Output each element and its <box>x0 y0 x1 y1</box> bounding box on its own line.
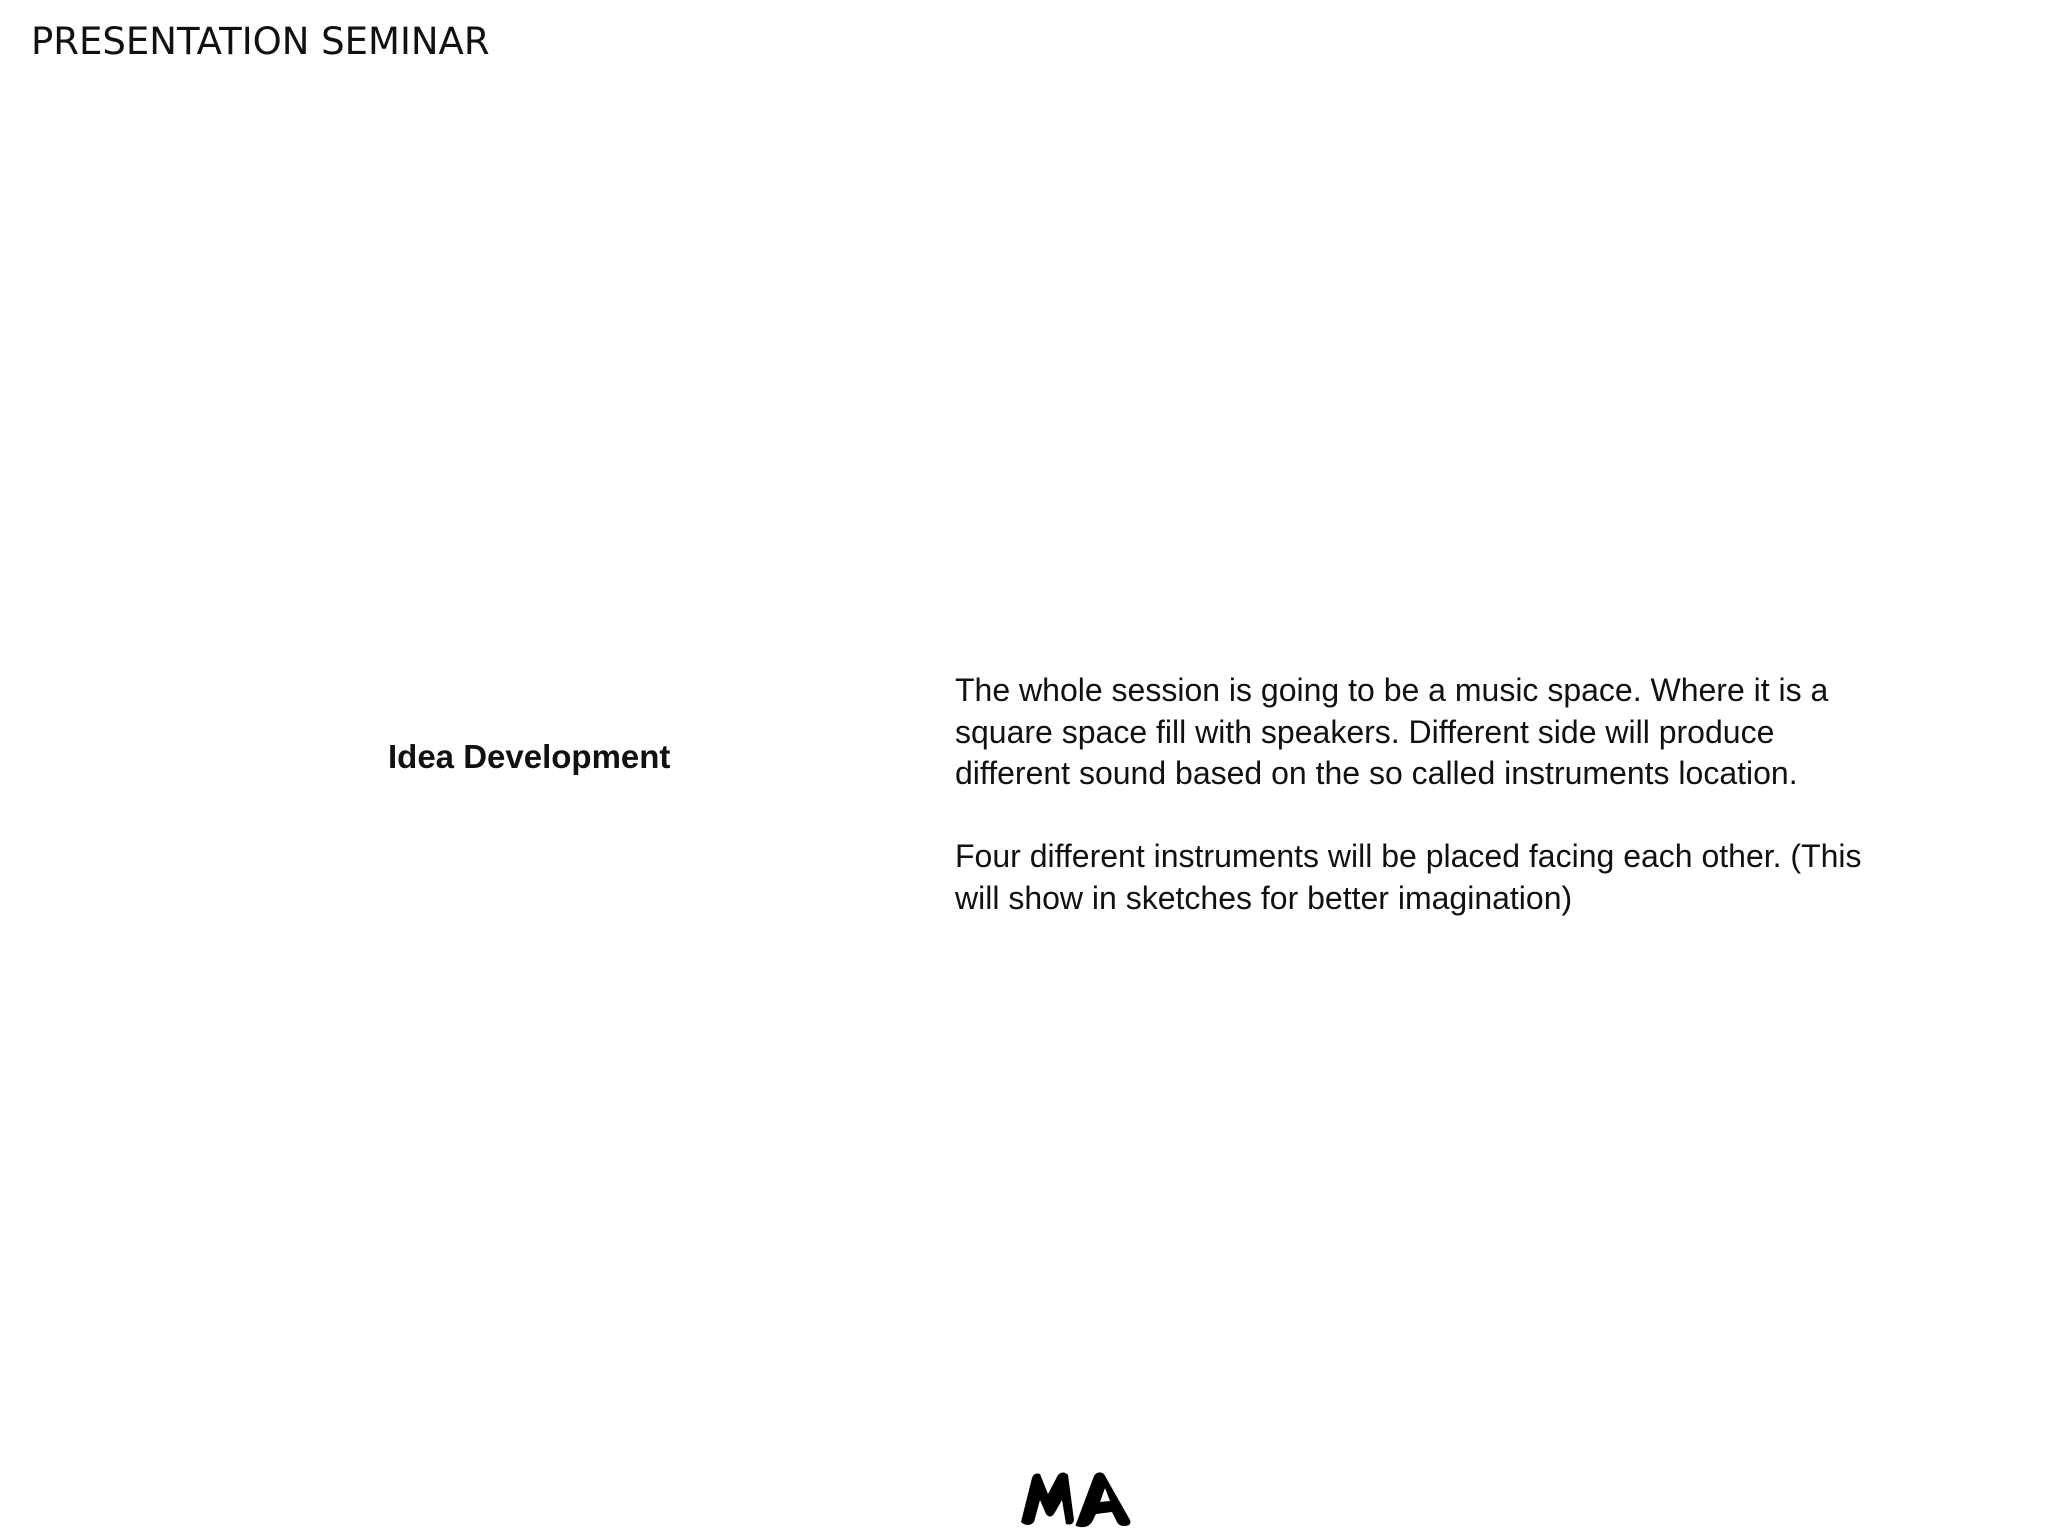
body-paragraph-1 <box>955 670 1965 795</box>
body-line: square space fill with speakers. Different side will produce <box>955 713 1775 750</box>
presentation-title: PRESENTATION SEMINAR <box>31 20 490 63</box>
section-heading: Idea Development <box>388 738 671 775</box>
body-paragraph-2 <box>955 836 1965 919</box>
body-line: Four different instruments will be placed facing each other. (This <box>955 838 1862 874</box>
body-line: The whole session is going to be a music space. Where it is a <box>955 672 1829 708</box>
body-text <box>955 670 1965 919</box>
body-line: different sound based on the so called instruments location. <box>955 755 1798 791</box>
body-line: will show in sketches for better imagination) <box>955 879 1573 916</box>
ma-logo-icon <box>1018 1470 1136 1528</box>
